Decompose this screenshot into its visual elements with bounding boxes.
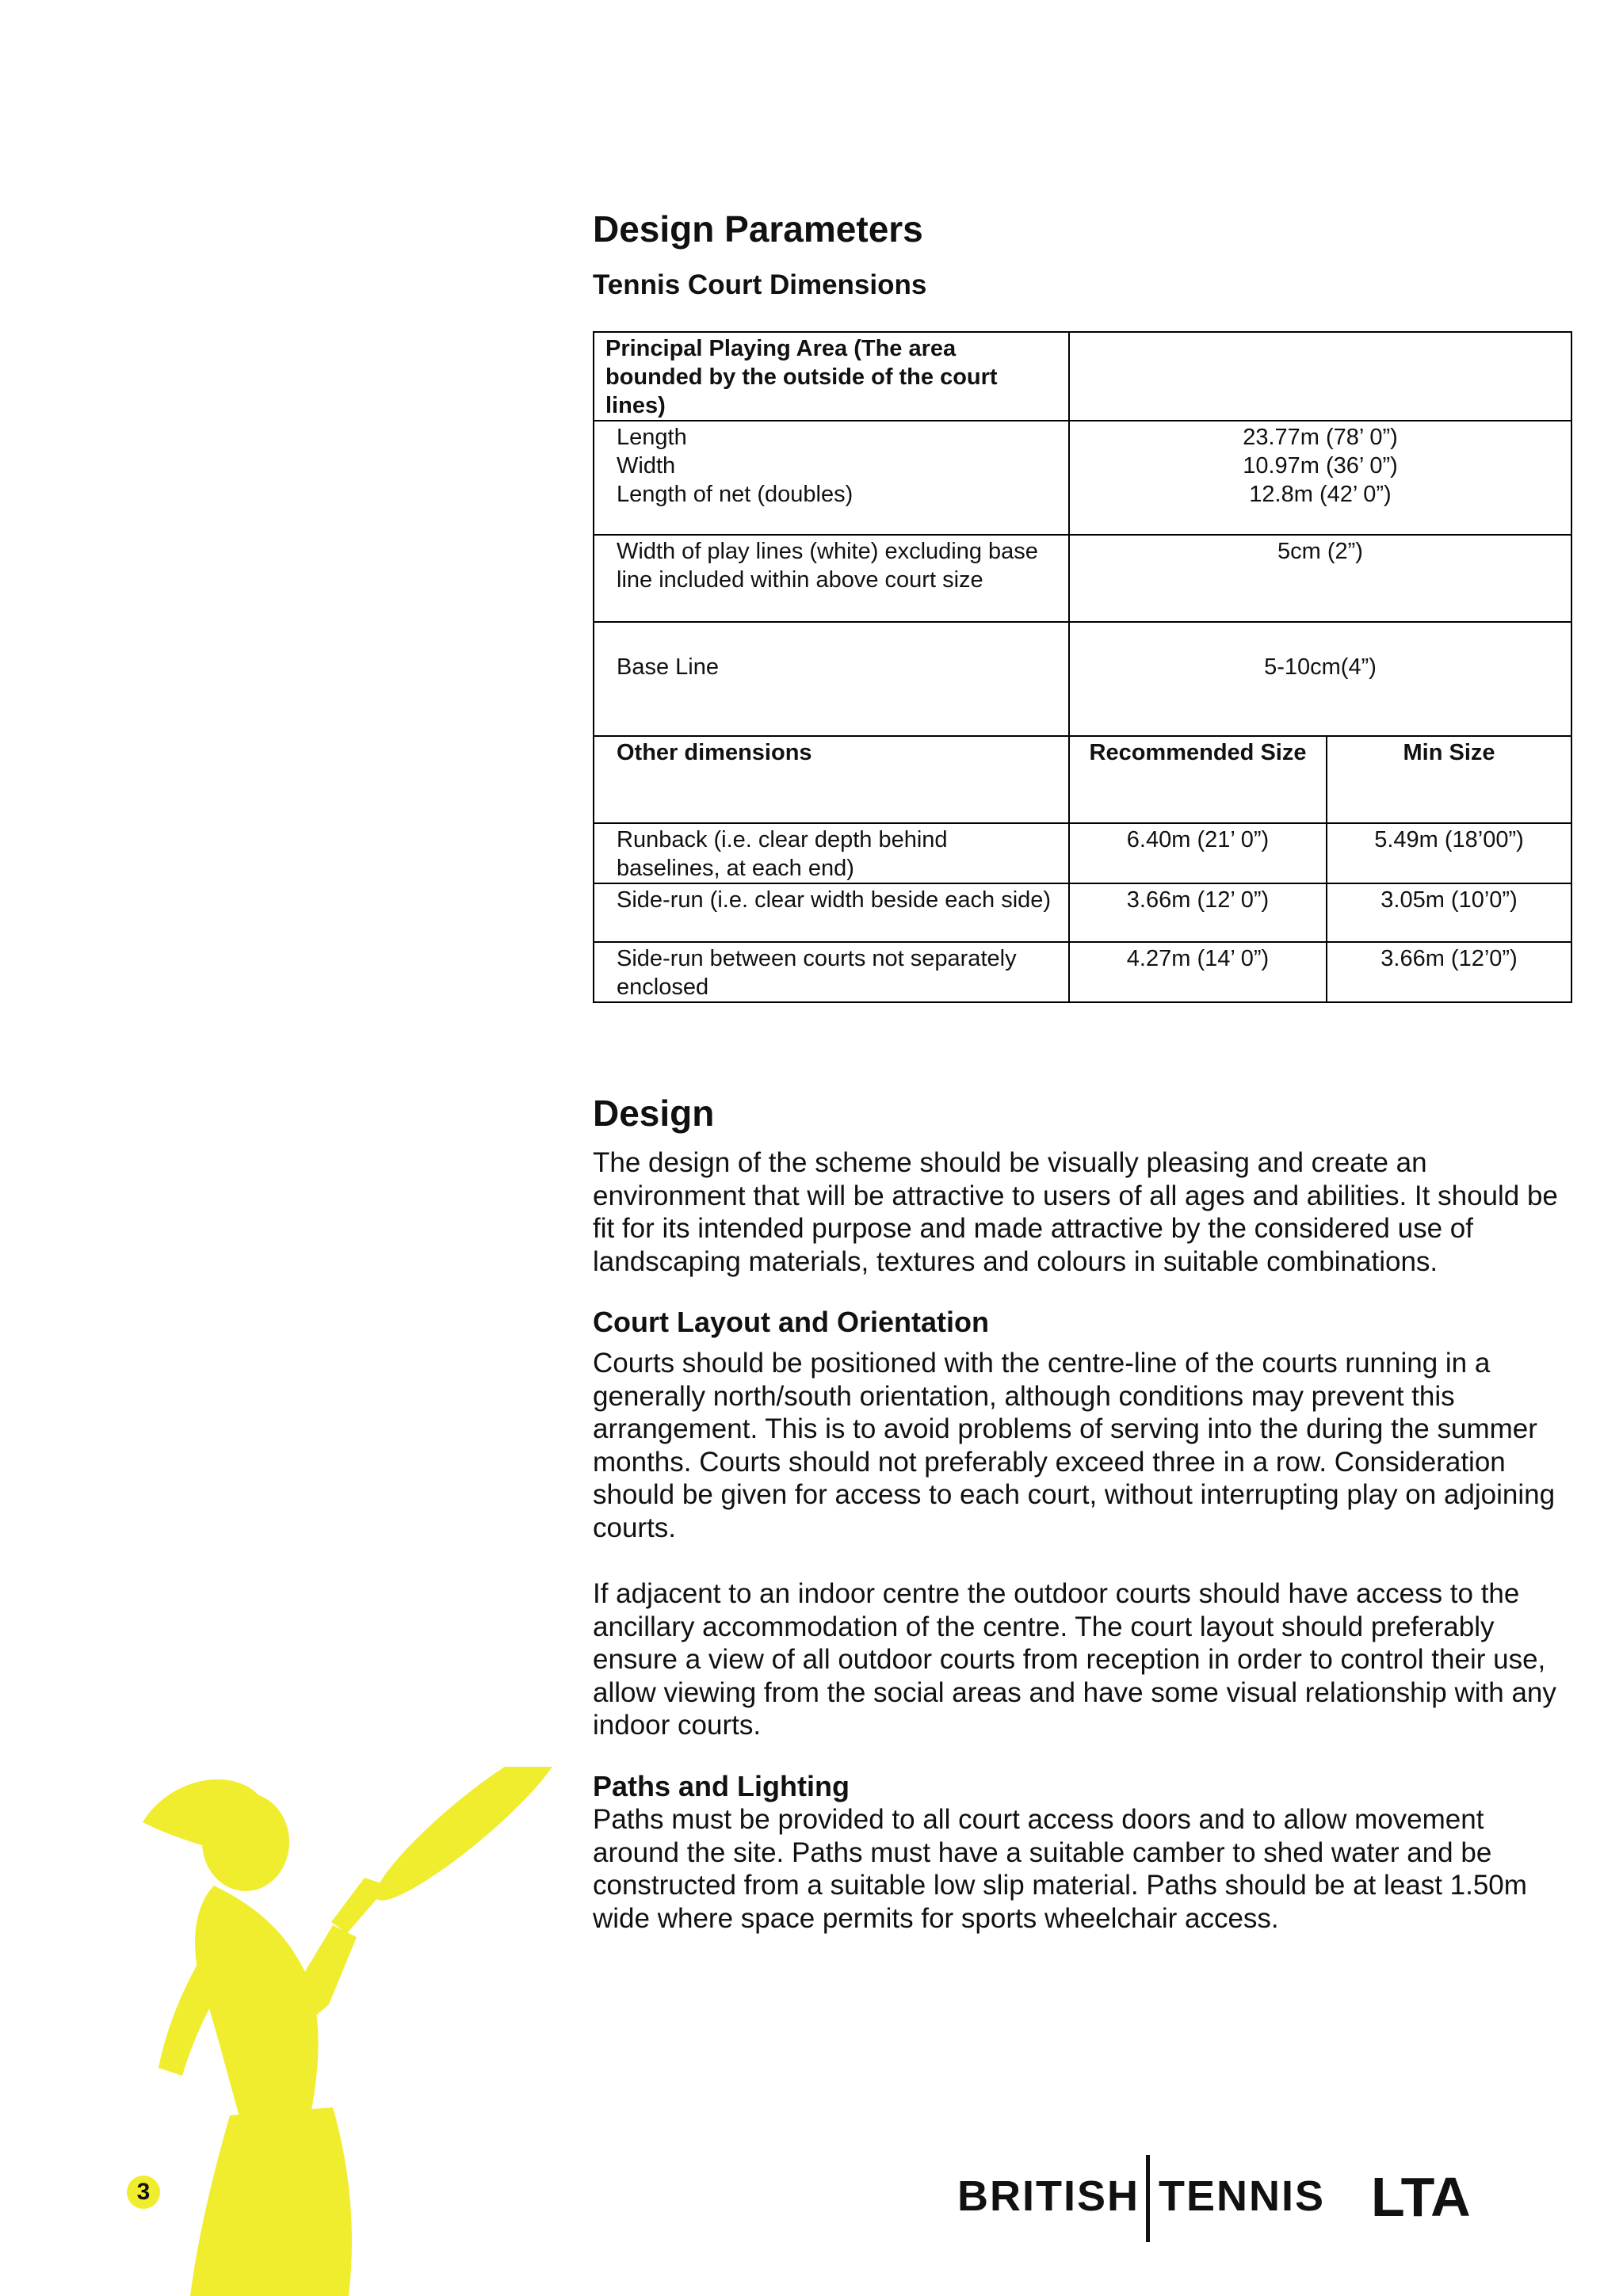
side-run-between-min: 3.66m (12’0”) (1327, 942, 1571, 1002)
side-run-between-label: Side-run between courts not separately enclosed (594, 942, 1069, 1002)
length-label: Length (617, 425, 687, 450)
table-row (594, 823, 1571, 883)
design-text: The design of the scheme should be visually pleasing and create an environment that will be attractive to users of all ages and abilities. It should be fit for its intended purpose and made attractive by the considered use of landscaping materials, textures and colours in suitable combinations. (593, 1147, 1558, 1277)
side-run-min: 3.05m (10’0”) (1327, 883, 1571, 942)
play-lines-value: 5cm (2”) (1069, 535, 1571, 622)
lta-logo-icon: LTA (1371, 2166, 1471, 2228)
paths-text: Paths must be provided to all court access doors and to allow movement around the site. Paths must have a suitable camber to shed water and be constructed from a suitable low slip material. Paths should be at least 1.50m wide where space permits for sports wheelchair access. (593, 1804, 1527, 1934)
width-label: Width (617, 453, 676, 479)
page-number: 3 (127, 2176, 160, 2209)
table-row (594, 736, 1571, 823)
principal-values-cell (1069, 421, 1571, 535)
court-dimensions-table (593, 331, 1572, 1003)
principal-area-header: Principal Playing Area (The area bounded by the outside of the court lines) (594, 332, 1069, 421)
court-layout-para2: If adjacent to an indoor centre the outdoor courts should have access to the ancillary accommodation of the centre. The court layout should preferably ensure a view of all outdoor courts from reception in order to control their use, allow viewing from the social areas and have some visual relationship with any indoor courts. (593, 1578, 1556, 1741)
court-layout-heading: Court Layout and Orientation (593, 1306, 989, 1339)
side-run-label: Side-run (i.e. clear width beside each side) (594, 883, 1069, 942)
design-section (593, 1092, 1572, 1935)
length-value: 23.77m (78’ 0”) (1243, 425, 1398, 450)
side-run-between-recommended: 4.27m (14’ 0”) (1069, 942, 1327, 1002)
base-line-label: Base Line (594, 622, 1069, 736)
table-row (594, 883, 1571, 942)
width-value: 10.97m (36’ 0”) (1243, 453, 1398, 479)
court-dimensions-heading: Tennis Court Dimensions (593, 269, 927, 301)
empty-cell (1069, 332, 1571, 421)
side-run-recommended: 3.66m (12’ 0”) (1069, 883, 1327, 942)
table-row (594, 622, 1571, 736)
table-row (594, 332, 1571, 421)
net-label: Length of net (doubles) (617, 482, 854, 507)
table-row (594, 942, 1571, 1002)
content-column (593, 208, 1572, 302)
recommended-size-header: Recommended Size (1069, 736, 1327, 823)
design-heading: Design (593, 1093, 715, 1134)
brand-divider (1146, 2155, 1150, 2242)
runback-label: Runback (i.e. clear depth behind baselines, at each end) (594, 823, 1069, 883)
runback-min: 5.49m (18’00”) (1327, 823, 1571, 883)
other-dimensions-header: Other dimensions (594, 736, 1069, 823)
brand-british: BRITISH (957, 2172, 1140, 2220)
brand-tennis: TENNIS (1159, 2172, 1326, 2220)
table-row (594, 421, 1571, 535)
min-size-header: Min Size (1327, 736, 1571, 823)
base-line-value: 5-10cm(4”) (1069, 622, 1571, 736)
play-lines-label: Width of play lines (white) excluding base line included within above court size (594, 535, 1069, 622)
brand-logo (943, 2149, 1514, 2244)
principal-labels-cell (594, 421, 1069, 535)
tennis-player-silhouette-icon (95, 1767, 579, 2296)
design-parameters-heading: Design Parameters (593, 208, 923, 250)
table-row (594, 535, 1571, 622)
runback-recommended: 6.40m (21’ 0”) (1069, 823, 1327, 883)
court-layout-para1: Courts should be positioned with the centre-line of the courts running in a generally north/south orientation, although conditions may prevent this arrangement. This is to avoid problems of serving into the during the summer months. Courts should not preferably exceed three in a row. Consideration should be given for access to each court, without interrupting play on adjoining courts. (593, 1348, 1556, 1543)
net-value: 12.8m (42’ 0”) (1249, 482, 1392, 507)
paths-heading: Paths and Lighting (593, 1769, 850, 1802)
